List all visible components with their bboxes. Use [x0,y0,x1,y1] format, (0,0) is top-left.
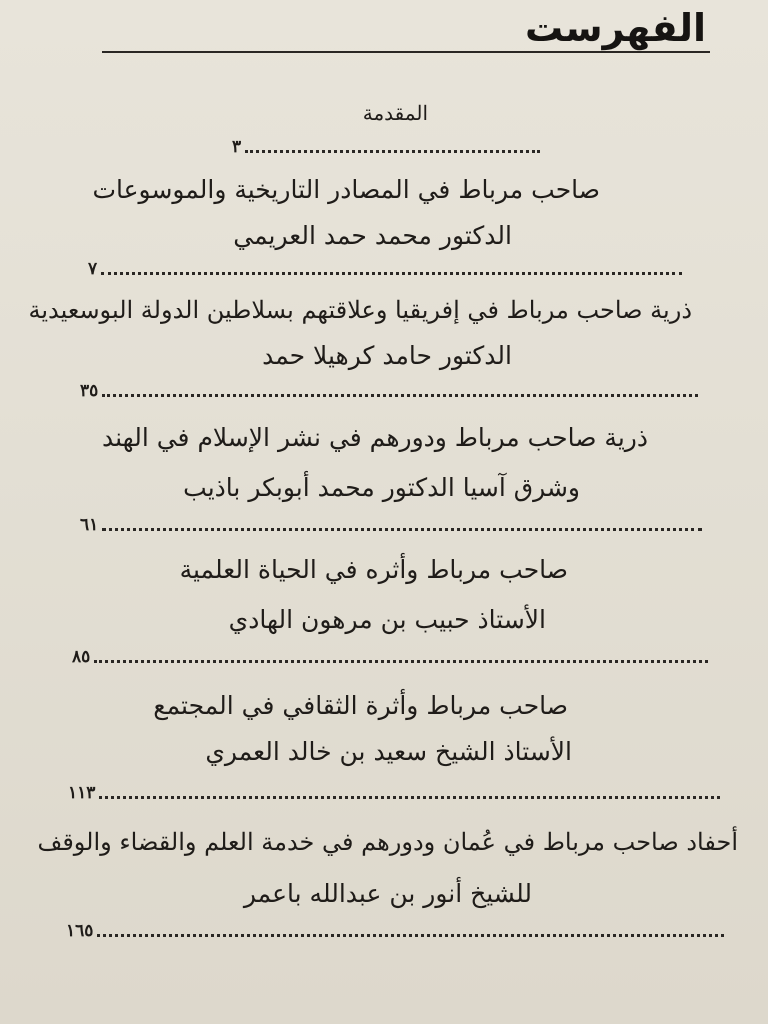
entry-title: صاحب مرباط وأثره في الحياة العلمية [179,555,568,584]
entry-title-intro: المقدمة [362,101,428,125]
dot-leader [102,394,698,397]
entry-title: ذرية صاحب مرباط ودورهم في نشر الإسلام في الهند [102,423,648,452]
entry-page-number: ٨٥ [72,647,91,667]
dot-leader [99,796,720,799]
entry-title: صاحب مرباط في المصادر التاريخية والموسوعات [92,175,600,204]
entry-leader [88,258,682,280]
title-divider [102,51,710,53]
entry-title: ذرية صاحب مرباط في إفريقيا وعلاقتهم بسلاطين الدولة البوسعيدية [28,296,692,324]
dot-leader [94,660,708,663]
entry-leader [72,646,708,668]
entry-leader [68,782,720,804]
entry-leader [66,920,724,942]
entry-author: الدكتور حامد كرهيلا حمد [262,341,512,370]
entry-page-number: ٦١ [80,515,99,535]
dot-leader [97,934,724,937]
entry-page-number: ٣ [232,137,242,157]
entry-title: أحفاد صاحب مرباط في عُمان ودورهم في خدمة العلم والقضاء والوقف [37,828,738,856]
dot-leader [102,528,702,531]
dot-leader [245,150,540,153]
entry-title: صاحب مرباط وأثرة الثقافي في المجتمع [153,691,568,720]
entry-author: الأستاذ حبيب بن مرهون الهادي [228,605,546,634]
entry-leader-intro [232,136,540,158]
entry-author: الأستاذ الشيخ سعيد بن خالد العمري [205,737,572,766]
entry-leader [80,514,702,536]
entry-page-number: ١١٣ [68,783,96,803]
entry-page-number: ١٦٥ [66,921,94,941]
entry-page-number: ٣٥ [80,381,99,401]
entry-leader [80,380,698,402]
entry-page-number: ٧ [88,259,98,279]
entry-author: للشيخ أنور بن عبدالله باعمر [243,879,532,908]
entry-author: وشرق آسيا الدكتور محمد أبوبكر باذيب [183,473,580,502]
entry-author: الدكتور محمد حمد العريمي [233,221,512,250]
page-title: الفهرست [525,6,706,50]
dot-leader [101,272,682,275]
